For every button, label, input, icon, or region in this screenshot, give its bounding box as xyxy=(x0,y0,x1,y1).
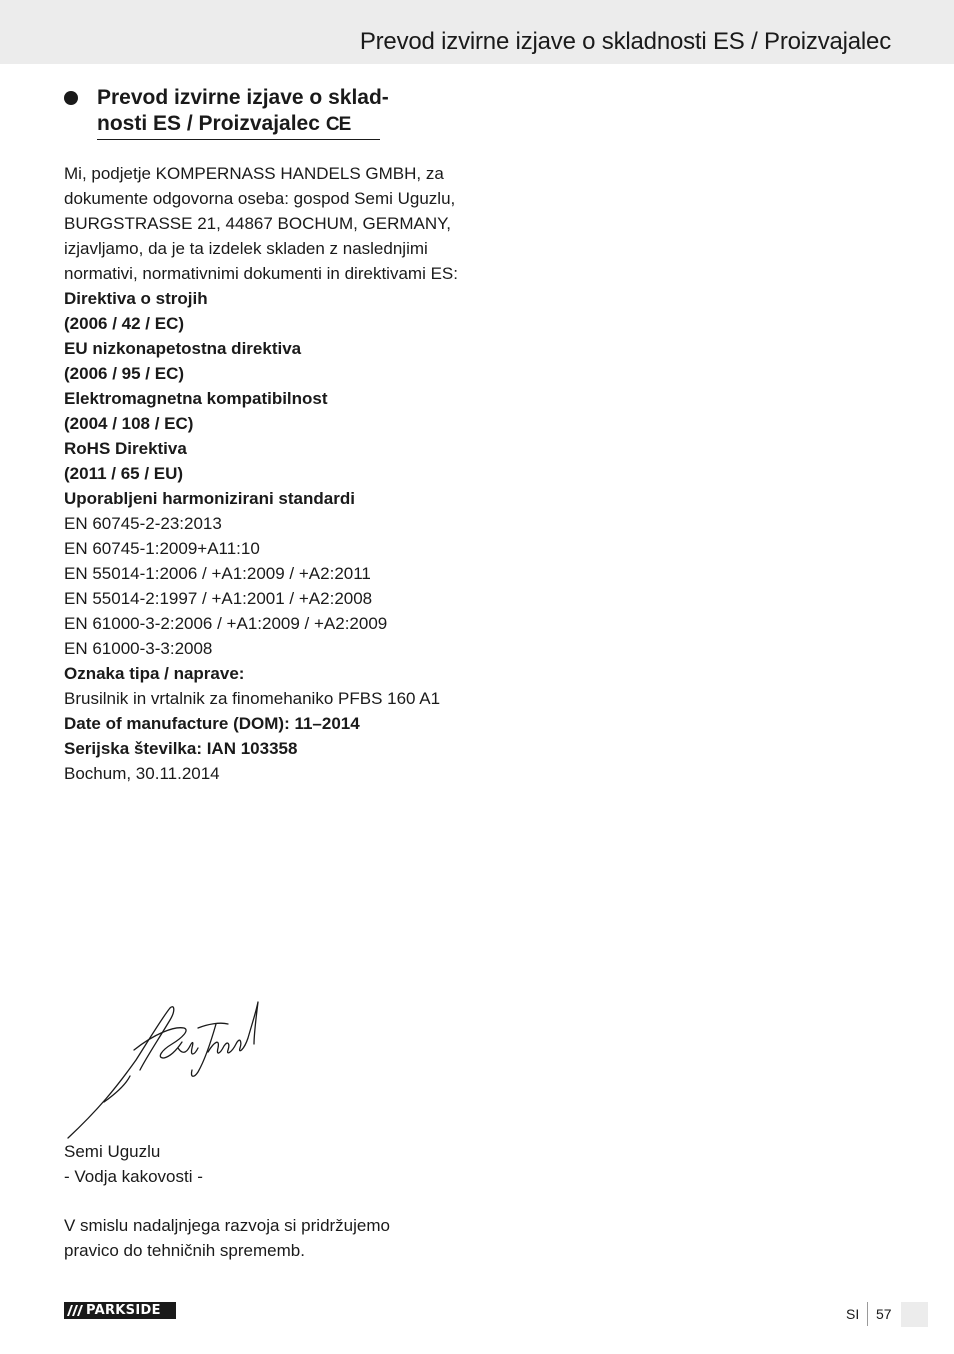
heading-underline xyxy=(97,139,380,140)
declaration-body xyxy=(64,161,484,786)
page-header-title: Prevod izvirne izjave o skladnosti ES / Proizvajalec xyxy=(359,28,891,55)
standard-item: EN 61000-3-3:2008 xyxy=(64,639,213,658)
directive-name: Direktiva o strojih xyxy=(64,289,208,308)
intro-line: Mi, podjetje KOMPERNASS HANDELS GMBH, za xyxy=(64,164,444,183)
section-title xyxy=(97,85,457,138)
page-number: 57 xyxy=(876,1306,892,1322)
standard-item: EN 60745-1:2009+A11:10 xyxy=(64,539,260,558)
standards-title: Uporabljeni harmonizirani standardi xyxy=(64,489,355,508)
language-code: SI xyxy=(846,1306,860,1322)
manufacture-date: Date of manufacture (DOM): 11–2014 xyxy=(64,714,360,733)
standard-item: EN 60745-2-23:2013 xyxy=(64,514,222,533)
place-date xyxy=(64,761,484,786)
serial-number: Serijska številka: IAN 103358 xyxy=(64,739,298,758)
signatory-name: Semi Uguzlu xyxy=(64,1142,161,1161)
intro-line: BURGSTRASSE 21, 44867 BOCHUM, GERMANY, xyxy=(64,214,452,233)
directive-code: (2006 / 95 / EC) xyxy=(64,364,185,383)
standard-item: EN 61000-3-2:2006 / +A1:2009 / +A2:2009 xyxy=(64,614,388,633)
signatory-role: - Vodja kakovosti - xyxy=(64,1167,203,1186)
technical-note xyxy=(64,1213,390,1263)
place-date-text: Bochum, 30.11.2014 xyxy=(64,764,220,783)
footer-divider xyxy=(867,1302,868,1326)
directive-rohs xyxy=(64,436,484,486)
type-title: Oznaka tipa / naprave: xyxy=(64,664,245,683)
section-title-text: nosti ES / Proizvajalec xyxy=(97,112,320,135)
type-value: Brusilnik in vrtalnik za finomehaniko PFBS 160 A1 xyxy=(64,689,441,708)
intro-line: normativi, normativnimi dokumenti in direktivami ES: xyxy=(64,264,458,283)
directive-machinery xyxy=(64,286,484,336)
intro-line: dokumente odgovorna oseba: gospod Semi Uguzlu, xyxy=(64,189,456,208)
parkside-logo xyxy=(64,1302,176,1319)
signatory xyxy=(64,1139,203,1189)
directive-emc xyxy=(64,386,484,436)
intro-line: izjavljamo, da je ta izdelek skladen z naslednjimi xyxy=(64,239,428,258)
section-title-line-1: Prevod izvirne izjave o sklad- xyxy=(97,86,389,109)
directive-name: RoHS Direktiva xyxy=(64,439,187,458)
standard-item: EN 55014-1:2006 / +A1:2009 / +A2:2011 xyxy=(64,564,371,583)
directive-name: Elektromagnetna kompatibilnost xyxy=(64,389,328,408)
directive-code: (2004 / 108 / EC) xyxy=(64,414,194,433)
type-block xyxy=(64,661,484,711)
manufacture-block xyxy=(64,711,484,761)
footer-tab xyxy=(901,1302,928,1327)
logo-text: PARKSIDE xyxy=(86,1303,161,1318)
bullet-icon xyxy=(64,91,78,105)
directive-name: EU nizkonapetostna direktiva xyxy=(64,339,302,358)
note-line: pravico do tehničnih sprememb. xyxy=(64,1241,305,1260)
note-line: V smislu nadaljnjega razvoja si pridržujemo xyxy=(64,1216,390,1235)
ce-mark-icon: CE xyxy=(325,114,351,135)
section-title-line-2 xyxy=(97,111,457,138)
signature-icon xyxy=(58,998,268,1140)
intro-paragraph xyxy=(64,161,484,286)
directive-code: (2011 / 65 / EU) xyxy=(64,464,184,483)
header-band xyxy=(0,0,954,64)
directive-low-voltage xyxy=(64,336,484,386)
logo-slashes-icon xyxy=(64,1302,86,1319)
standards-block xyxy=(64,486,484,661)
directive-code: (2006 / 42 / EC) xyxy=(64,314,185,333)
standard-item: EN 55014-2:1997 / +A1:2001 / +A2:2008 xyxy=(64,589,373,608)
